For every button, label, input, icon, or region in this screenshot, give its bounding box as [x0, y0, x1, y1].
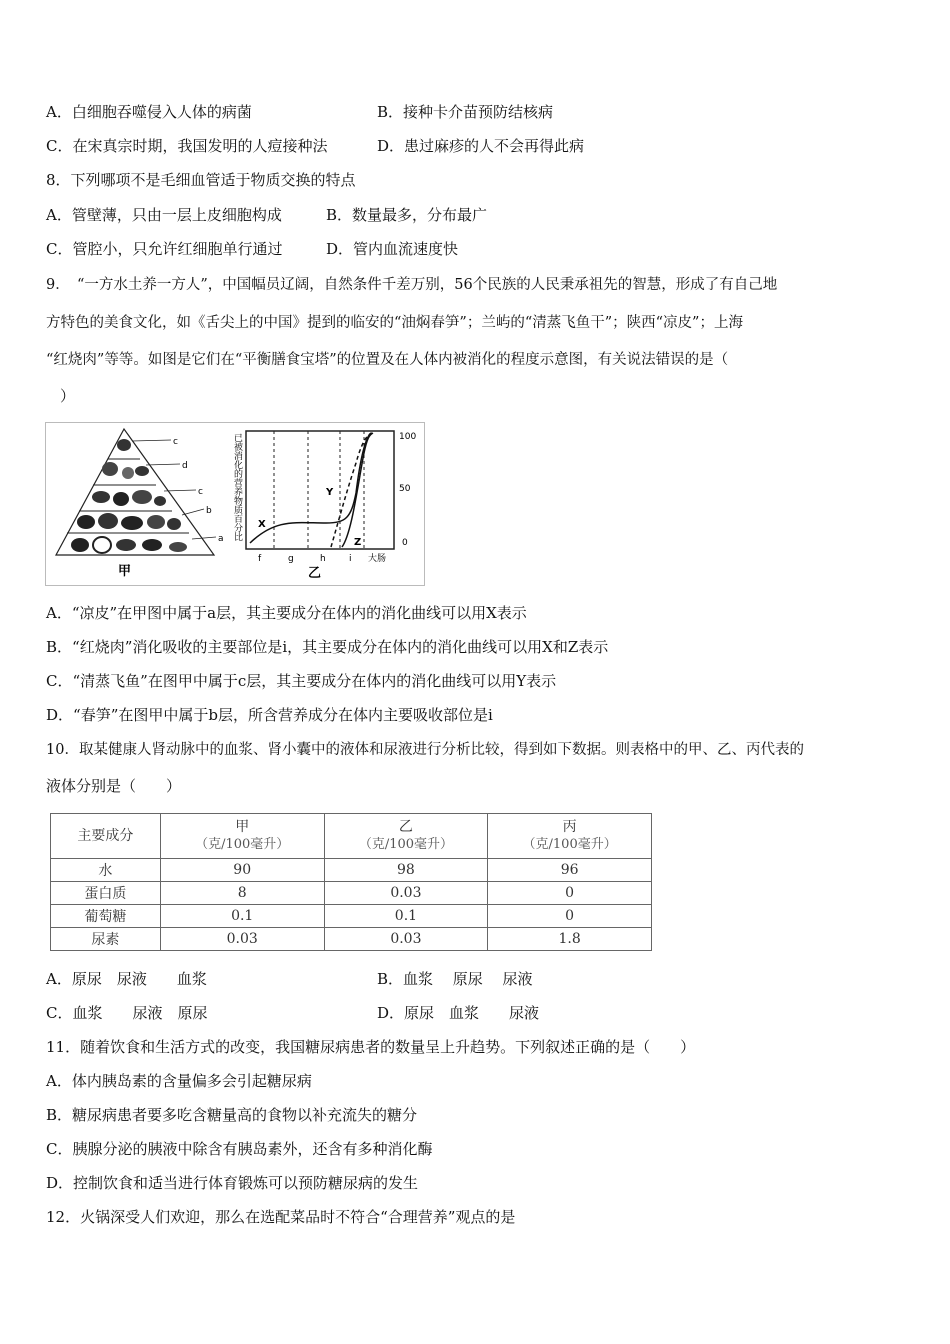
- table-cell: 蛋白质: [51, 882, 161, 905]
- q9-stem-line2: 方特色的美食文化，如《舌尖上的中国》提到的临安的“油焖春笋”；兰屿的“清蒸飞鱼干”；陕西“凉皮”；上海: [46, 315, 743, 331]
- table-header-cell: [324, 814, 488, 859]
- pyramid-label-2: d: [182, 461, 188, 471]
- table-cell: 尿素: [51, 928, 161, 951]
- q10-option-b: B．血浆 原尿 尿液: [377, 970, 533, 988]
- q11-stem: 11．随着饮食和生活方式的改变，我国糖尿病患者的数量呈上升趋势。下列叙述正确的是（ ）: [46, 1038, 696, 1056]
- q10-option-a: A．原尿 尿液 血浆: [46, 970, 207, 988]
- header-jia: 甲: [235, 819, 250, 835]
- segment-h: h: [320, 554, 326, 564]
- header-unit: （克/100毫升）: [195, 837, 290, 852]
- table-cell: 0.03: [160, 928, 324, 951]
- segment-large-intestine: 大肠: [368, 554, 387, 564]
- table-row: [51, 905, 652, 928]
- pyramid-label-5: a: [218, 534, 224, 544]
- header-unit: （克/100毫升）: [522, 837, 617, 852]
- segment-f: f: [258, 554, 262, 564]
- table-header-cell: [488, 814, 652, 859]
- header-bing: 丙: [562, 819, 577, 835]
- table-cell: 98: [324, 859, 488, 882]
- q7-option-c: C．在宋真宗时期，我国发明的人痘接种法: [46, 137, 328, 155]
- q9-option-a: A．“凉皮”在甲图中属于a层，其主要成分在体内的消化曲线可以用X表示: [46, 604, 527, 622]
- table-row: [51, 882, 652, 905]
- segment-i: i: [349, 554, 352, 564]
- q10-option-c: C．血浆 尿液 原尿: [46, 1004, 208, 1022]
- table-row: [51, 859, 652, 882]
- table-header-cell: 主要成分: [51, 814, 161, 859]
- segment-g: g: [288, 554, 294, 564]
- q9-option-d: D．“春笋”在图甲中属于b层，所含营养成分在体内主要吸收部位是i: [46, 706, 493, 724]
- table-cell: 水: [51, 859, 161, 882]
- q9-option-c: C．“清蒸飞鱼”在图甲中属于c层，其主要成分在体内的消化曲线可以用Y表示: [46, 672, 557, 690]
- pyramid-label-top: c: [173, 437, 178, 447]
- food-pyramid: [56, 429, 224, 579]
- q8-option-b: B．数量最多，分布最广: [326, 206, 488, 224]
- pyramid-caption: 甲: [118, 564, 132, 579]
- header-unit: （克/100毫升）: [358, 837, 454, 852]
- table-header-row: [51, 814, 652, 859]
- q11-option-d: D．控制饮食和适当进行体育锻炼可以预防糖尿病的发生: [46, 1174, 419, 1192]
- chart-y-axis-label: 已被消化的营养物质百分比: [232, 433, 242, 541]
- q8-option-a: A．管壁薄，只由一层上皮细胞构成: [46, 206, 282, 224]
- q7-option-d: D．患过麻疹的人不会再得此病: [377, 137, 585, 155]
- q8-stem: 8．下列哪项不是毛细血管适于物质交换的特点: [46, 171, 356, 189]
- q7-option-a: A．白细胞吞噬侵入人体的病菌: [46, 103, 252, 121]
- q9-figure-svg: [46, 423, 424, 585]
- q9-figure: [45, 422, 425, 586]
- pyramid-label-3: c: [198, 487, 203, 497]
- table-cell: 8: [160, 882, 324, 905]
- q9-option-b: B．“红烧肉”消化吸收的主要部位是i，其主要成分在体内的消化曲线可以用X和Z表示: [46, 638, 609, 656]
- q10-stem-line2: 液体分别是（ ）: [46, 777, 182, 795]
- curve-label-x: X: [258, 519, 266, 530]
- curve-label-y: Y: [326, 487, 334, 498]
- table-cell: 96: [488, 859, 652, 882]
- q12-stem: 12．火锅深受人们欢迎，那么在选配菜品时不符合“合理营养”观点的是: [46, 1208, 516, 1226]
- q9-stem-line1: 9． “一方水土养一方人”，中国幅员辽阔，自然条件千差万别，56个民族的人民秉承祖先的智慧，形成了有自己地: [46, 277, 778, 293]
- table-cell: 0.03: [324, 928, 488, 951]
- digestion-chart: [232, 431, 416, 581]
- q11-option-a: A．体内胰岛素的含量偏多会引起糖尿病: [46, 1072, 312, 1090]
- table-cell: 0.03: [324, 882, 488, 905]
- q9-stem-line4: ）: [60, 387, 76, 405]
- q10-option-d: D．原尿 血浆 尿液: [377, 1004, 540, 1022]
- header-yi: 乙: [398, 819, 413, 835]
- table-cell: 葡萄糖: [51, 905, 161, 928]
- q10-stem-line1: 10．取某健康人肾动脉中的血浆、肾小囊中的液体和尿液进行分析比较，得到如下数据。则表格中的甲、乙、丙代表的: [46, 742, 804, 758]
- table-cell: 0: [488, 882, 652, 905]
- curve-label-z: Z: [354, 537, 362, 548]
- table-cell: 0.1: [160, 905, 324, 928]
- tick-50: 50: [399, 484, 411, 494]
- table-cell: 0.1: [324, 905, 488, 928]
- tick-0: 0: [402, 538, 408, 548]
- q7-option-b: B．接种卡介苗预防结核病: [377, 103, 554, 121]
- table-cell: 0: [488, 905, 652, 928]
- chart-caption: 乙: [308, 566, 322, 581]
- q10-data-table: [50, 813, 652, 951]
- q8-option-c: C．管腔小，只允许红细胞单行通过: [46, 240, 283, 258]
- q8-option-d: D．管内血流速度快: [326, 240, 459, 258]
- q9-stem-line3: “红烧肉”等等。如图是它们在“平衡膳食宝塔”的位置及在人体内被消化的程度示意图，有关说法错误的是（: [46, 352, 729, 368]
- q11-option-c: C．胰腺分泌的胰液中除含有胰岛素外，还含有多种消化酶: [46, 1140, 433, 1158]
- pyramid-label-4: b: [206, 506, 212, 516]
- q11-option-b: B．糖尿病患者要多吃含糖量高的食物以补充流失的糖分: [46, 1106, 418, 1124]
- table-header-cell: [160, 814, 324, 859]
- table-row: [51, 928, 652, 951]
- table-cell: 1.8: [488, 928, 652, 951]
- table-cell: 90: [160, 859, 324, 882]
- tick-100: 100: [399, 432, 417, 442]
